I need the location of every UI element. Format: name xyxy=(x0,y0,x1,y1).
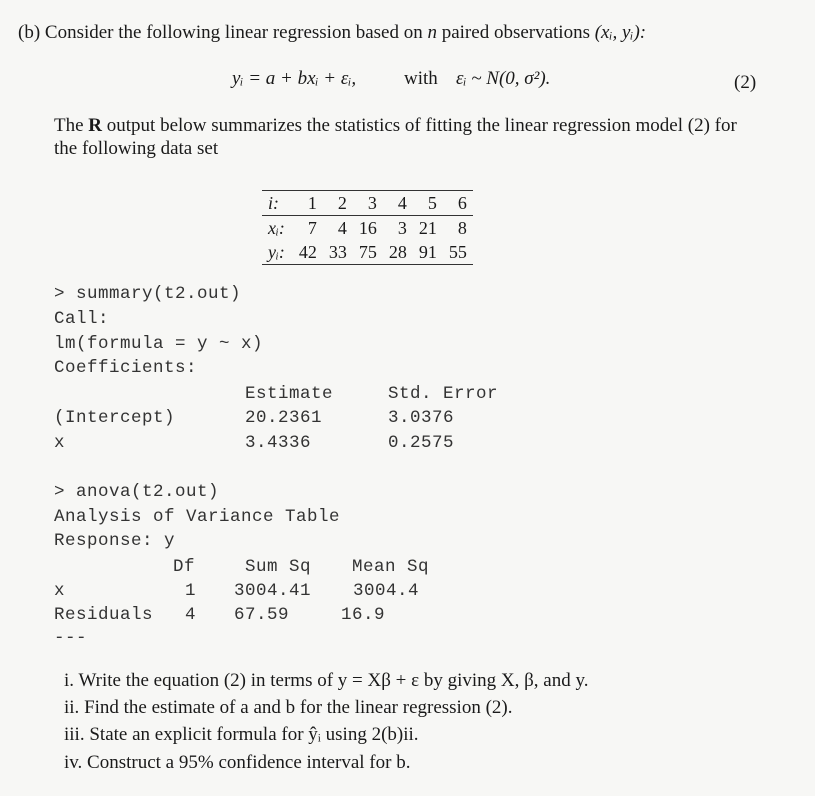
desc-r-bold: R xyxy=(88,115,103,136)
anova-row-sumsq: 3004.41 xyxy=(234,581,312,601)
question-header xyxy=(18,22,646,44)
coef-row-se: 0.2575 xyxy=(388,433,455,453)
coef-row-se: 3.0376 xyxy=(388,408,455,428)
anova-row-df: 1 xyxy=(185,581,197,601)
task-text: Construct a 95% confidence interval for b. xyxy=(87,752,411,773)
description-line-2: the following data set xyxy=(54,138,219,159)
cell: 3 xyxy=(397,217,407,238)
anova-row-df: 4 xyxy=(185,605,197,625)
separator: --- xyxy=(54,628,88,648)
desc-pre: The xyxy=(54,115,84,136)
anova-header-sumsq: Sum Sq xyxy=(245,557,312,577)
coef-row-estimate: 3.4336 xyxy=(245,433,312,453)
anova-row-meansq: 3004.4 xyxy=(353,581,420,601)
row-label: xᵢ: xyxy=(268,217,285,238)
question-label: (b) xyxy=(18,22,41,43)
model-lhs: yᵢ = a + bxᵢ + εᵢ, xyxy=(232,68,357,89)
anova-row-name: x xyxy=(54,581,66,601)
question-intro-n: n xyxy=(427,22,437,43)
anova-header-df: Df xyxy=(173,557,196,577)
cmd-anova: > anova(t2.out) xyxy=(54,482,220,502)
coefficients-label: Coefficients: xyxy=(54,358,198,378)
question-intro: Consider the following linear regression based on xyxy=(44,22,423,43)
equation-number: (2) xyxy=(734,72,757,93)
task-item xyxy=(64,697,512,719)
anova-response: Response: y xyxy=(54,531,176,551)
task-number: iii. xyxy=(64,724,85,745)
anova-title: Analysis of Variance Table xyxy=(54,507,341,527)
coef-header-stderr: Std. Error xyxy=(388,384,499,404)
coef-row-estimate: 20.2361 xyxy=(245,408,323,428)
task-number: iv. xyxy=(64,752,83,773)
model-with: with xyxy=(404,68,438,89)
cell: 16 xyxy=(358,217,377,238)
coef-row-name: (Intercept) xyxy=(54,408,176,428)
anova-row-name: Residuals xyxy=(54,605,154,625)
task-number: ii. xyxy=(64,697,80,718)
cell: 28 xyxy=(388,241,407,262)
cell: 5 xyxy=(413,191,443,216)
task-text: Write the equation (2) in terms of y = Xβ + ε by giving X, β, and y. xyxy=(78,670,589,691)
call-formula: lm(formula = y ~ x) xyxy=(54,334,264,354)
anova-header-meansq: Mean Sq xyxy=(352,557,430,577)
cell: 42 xyxy=(298,241,317,262)
task-text: State an explicit formula for ŷᵢ using 2(b)ii. xyxy=(89,724,419,745)
cell: 7 xyxy=(307,217,317,238)
question-pair: (xᵢ, yᵢ): xyxy=(594,22,647,43)
data-table xyxy=(262,190,473,265)
coef-row-name: x xyxy=(54,433,66,453)
cell: 2 xyxy=(323,191,353,216)
cell: 91 xyxy=(418,241,437,262)
cell: 4 xyxy=(383,191,413,216)
cell: 4 xyxy=(337,217,347,238)
cmd-summary: > summary(t2.out) xyxy=(54,284,242,304)
anova-row-meansq: 16.9 xyxy=(341,605,386,625)
cell: 1 xyxy=(293,191,323,216)
row-label: i: xyxy=(262,191,293,216)
model-rhs: εᵢ ~ N(0, σ²). xyxy=(456,68,551,89)
task-number: i. xyxy=(64,670,75,691)
desc-post: output below summarizes the statistics of fitting the linear regression model (2) for xyxy=(106,115,737,136)
task-item xyxy=(64,670,589,692)
cell: 33 xyxy=(328,241,347,262)
cell: 21 xyxy=(418,217,437,238)
cell: 55 xyxy=(448,241,467,262)
task-text: Find the estimate of a and b for the linear regression (2). xyxy=(84,697,513,718)
cell: 3 xyxy=(353,191,383,216)
task-item xyxy=(64,752,410,774)
description-line-1 xyxy=(54,115,737,137)
table-row xyxy=(262,191,473,216)
anova-row-sumsq: 67.59 xyxy=(234,605,290,625)
row-label: yᵢ: xyxy=(268,241,285,262)
task-item xyxy=(64,724,419,746)
cell: 6 xyxy=(443,191,473,216)
table-row xyxy=(262,216,473,241)
cell: 8 xyxy=(457,217,467,238)
coef-header-estimate: Estimate xyxy=(245,384,334,404)
call-label: Call: xyxy=(54,309,110,329)
question-intro-rest: paired observations xyxy=(441,22,590,43)
cell: 75 xyxy=(358,241,377,262)
table-row xyxy=(262,240,473,265)
